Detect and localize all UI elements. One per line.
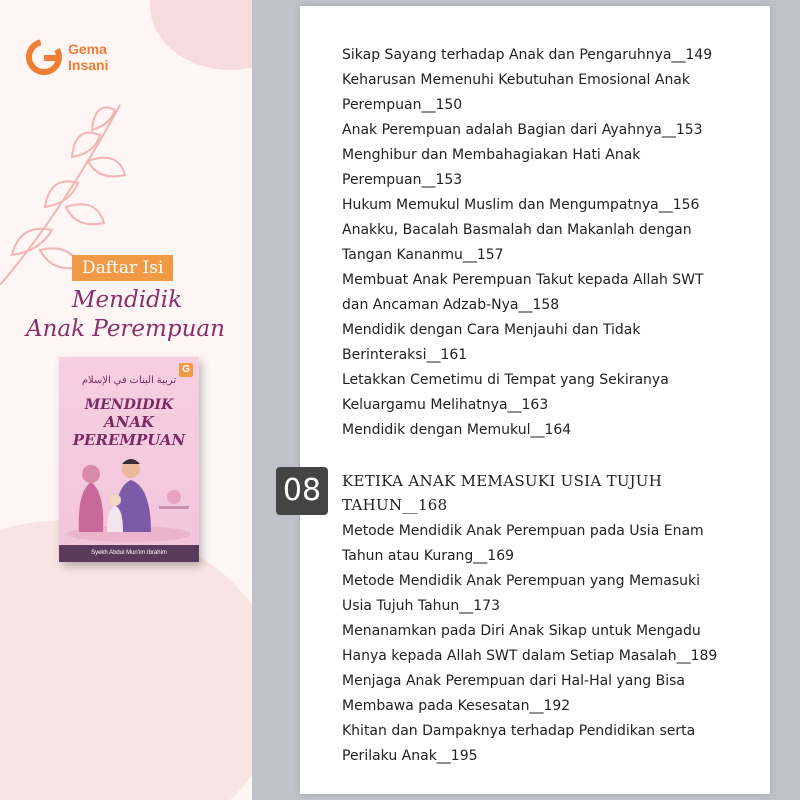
toc-line: Anakku, Bacalah Basmalah dan Makanlah dengan bbox=[342, 222, 692, 238]
toc-line: Sikap Sayang terhadap Anak dan Pengaruhnya__149 bbox=[342, 47, 713, 63]
book-arabic-title: تربية البنات في الإسلام bbox=[81, 375, 177, 386]
toc-line: Mendidik dengan Memukul__164 bbox=[342, 422, 572, 438]
book-cover bbox=[59, 357, 199, 562]
left-panel bbox=[0, 0, 252, 800]
chapter-title-line1: KETIKA ANAK MEMASUKI USIA TUJUH bbox=[342, 472, 663, 490]
family-illustration-icon bbox=[59, 442, 199, 542]
toc-line: Membawa pada Kesesatan__192 bbox=[342, 698, 571, 714]
publisher-mark: G bbox=[179, 363, 193, 377]
publisher-name-line2: Insani bbox=[68, 57, 109, 73]
toc-list-part1 bbox=[342, 43, 762, 443]
page-title-line1: Mendidik bbox=[72, 287, 183, 313]
page-title-line2: Anak Perempuan bbox=[26, 316, 225, 342]
publisher-name-line1: Gema bbox=[68, 41, 107, 57]
decorative-blob bbox=[150, 0, 252, 70]
toc-line: Keluargamu Melihatnya__163 bbox=[342, 397, 549, 413]
toc-line: Perempuan__150 bbox=[342, 97, 463, 113]
toc-list-part2 bbox=[342, 519, 762, 769]
toc-line: Khitan dan Dampaknya terhadap Pendidikan serta bbox=[342, 723, 696, 739]
gema-insani-logo-icon bbox=[24, 37, 64, 77]
toc-line: Menghibur dan Membahagiakan Hati Anak bbox=[342, 147, 641, 163]
toc-line: Menanamkan pada Diri Anak Sikap untuk Mengadu bbox=[342, 623, 701, 639]
toc-line: Metode Mendidik Anak Perempuan pada Usia Enam bbox=[342, 523, 704, 539]
toc-line: Mendidik dengan Cara Menjauhi dan Tidak bbox=[342, 322, 641, 338]
book-author: Syekh Abdul Mun'im Ibrahim bbox=[59, 545, 199, 562]
toc-line: Tangan Kananmu__157 bbox=[342, 247, 504, 263]
toc-line: Hanya kepada Allah SWT dalam Setiap Masalah__189 bbox=[342, 648, 718, 664]
decorative-blob bbox=[0, 520, 252, 800]
section-badge: Daftar Isi bbox=[72, 255, 173, 281]
toc-line: Hukum Memukul Muslim dan Mengumpatnya__156 bbox=[342, 197, 700, 213]
book-title-line1: MENDIDIK bbox=[84, 397, 174, 413]
chapter-title-line2: TAHUN__168 bbox=[342, 496, 448, 514]
chapter-title bbox=[342, 469, 742, 517]
toc-line: Usia Tujuh Tahun__173 bbox=[342, 598, 500, 614]
toc-line: Berinteraksi__161 bbox=[342, 347, 468, 363]
toc-line: Tahun atau Kurang__169 bbox=[342, 548, 515, 564]
toc-line: Perempuan__153 bbox=[342, 172, 463, 188]
toc-line: Menjaga Anak Perempuan dari Hal-Hal yang Bisa bbox=[342, 673, 685, 689]
toc-line: Keharusan Memenuhi Kebutuhan Emosional Anak bbox=[342, 72, 690, 88]
chapter-number: 08 bbox=[276, 467, 328, 515]
toc-line: Perilaku Anak__195 bbox=[342, 748, 478, 764]
toc-line: Membuat Anak Perempuan Takut kepada Allah SWT bbox=[342, 272, 704, 288]
toc-line: dan Ancaman Adzab-Nya__158 bbox=[342, 297, 560, 313]
publisher-logo bbox=[24, 37, 108, 77]
toc-line: Anak Perempuan adalah Bagian dari Ayahnya__153 bbox=[342, 122, 703, 138]
publisher-name bbox=[68, 41, 108, 73]
toc-line: Metode Mendidik Anak Perempuan yang Memasuki bbox=[342, 573, 701, 589]
toc-line: Letakkan Cemetimu di Tempat yang Sekiranya bbox=[342, 372, 669, 388]
book-title-line2: ANAK PEREMPUAN bbox=[72, 413, 186, 449]
